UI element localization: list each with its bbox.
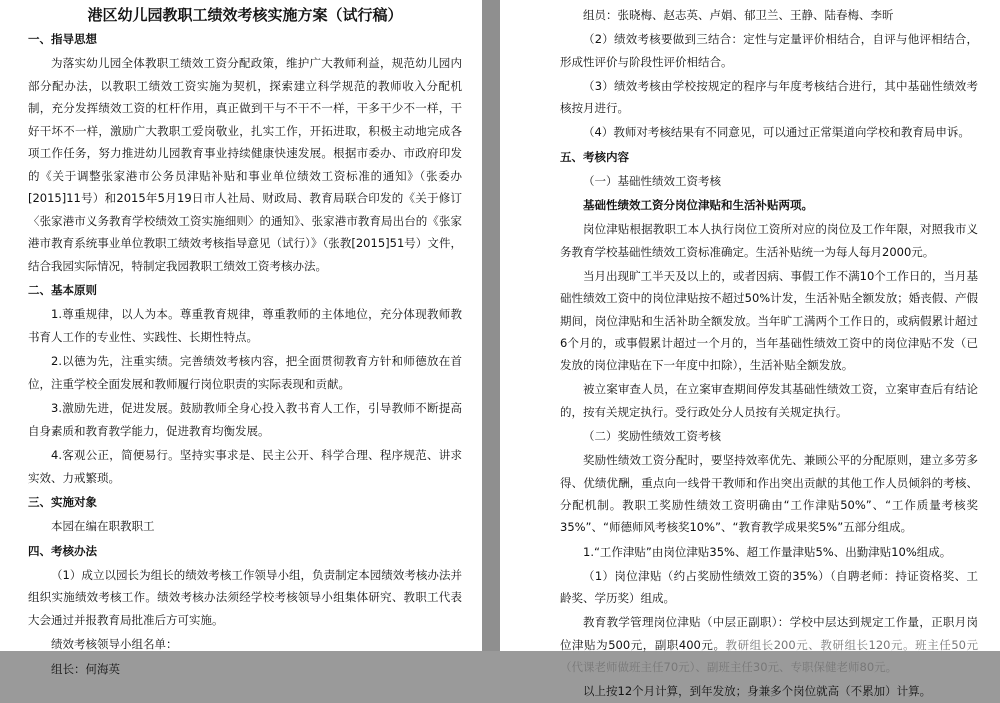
paragraph: 当月出现旷工半天及以上的，或者因病、事假工作不满10个工作日的，当月基础性绩效工资中的岗位津贴按不超过50%计发，生活补贴全额发放；婚丧假、产假期间，岗位津贴和生活补助全额发放。当年旷工满两个工作日的，或病假累计超过6个月的，或事假累计超过一个月的，当年基础性绩效工资中的岗位津贴不发（已发放的岗位津贴在下一年度中扣除），生活补贴全额发放。 [560, 268, 978, 373]
paragraph: 被立案审查人员，在立案审查期间停发其基础性绩效工资，立案审查后有结论的，按有关规定执行。受行政处分人员按有关规定执行。 [560, 382, 978, 419]
paragraph: （4）教师对考核结果有不同意见，可以通过正常渠道向学校和教育局申诉。 [583, 125, 970, 140]
paragraph-part-faded: 教研组长200元、教研组长120元。班主任50元（代课老师做班主任70元）、副班主任30元、专职保健老师80元。 [560, 637, 979, 675]
subsection-heading-basic-pay: （一）基础性绩效工资考核 [583, 173, 721, 188]
paragraph: 以上按12个月计算，到年发放；身兼多个岗位就高（不累加）计算。 [583, 684, 932, 699]
section-heading-target: 三、实施对象 [28, 495, 97, 509]
paragraph: 1.尊重规律，以人为本。尊重教育规律，尊重教师的主体地位，充分体现教师教书育人工作的专业性、实践性、长期性特点。 [28, 307, 462, 344]
section-heading-basic-principles: 二、基本原则 [28, 283, 97, 297]
paragraph: 奖励性绩效工资分配时，要坚持效率优先、兼顾公平的分配原则，建立多劳多得、优绩优酬，重点向一线骨干教师和作出突出贡献的其他工作人员倾斜的考核、分配机制。教职工奖励性绩效工资明确由“工作津贴50%”、“工作质量考核奖35%”、“师德师风考核奖10%”、“教育教学成果奖5%”五部分组成。 [560, 453, 978, 535]
paragraph: 本园在编在职教职工 [51, 519, 155, 533]
paragraph: 为落实幼儿园全体教职工绩效工资分配政策，维护广大教师利益，规范幼儿园内部分配办法，以教职工绩效工资实施为契机，探索建立科学规范的教师收入分配机制，充分发挥绩效工资的杠杆作用，真正做到干与不干不一样，干多干少不一样，干好干坏不一样，激励广大教职工爱岗敬业，扎实工作，开拓进取，积极主动地完成各项工作任务，努力推进幼儿园教育事业持续健康快速发展。根据市委办、市政府印发的《关于调整张家港市公务员津贴补贴和事业单位绩效工资标准的通知》（张委办[2015]11号）和2015年5月19日市人社局、财政局、教育局联合印发的《关于修订〈张家港市义务教育学校绩效工资实施细则〉的通知》、张家港市教育局出台的《张家港市教育系统事业单位教职工绩效考核指导意见（试行）》（张教[2015]51号）文件，结合我园实际情况，特制定我园教职工绩效工资考核办法。 [28, 56, 462, 273]
paragraph: 基础性绩效工资分岗位津贴和生活补贴两项。 [583, 198, 813, 213]
paragraph: 绩效考核领导小组名单： [51, 637, 178, 651]
section-heading-guiding-ideology: 一、指导思想 [28, 32, 97, 46]
paragraph: （1）成立以园长为组长的绩效考核工作领导小组，负责制定本园绩效考核办法并组织实施绩效考核工作。绩效考核办法须经学校考核领导小组集体研究、教职工代表大会通过并报教育局批准后方可实施。 [28, 567, 462, 627]
document-page-right [500, 0, 1000, 699]
section-heading-methods: 四、考核办法 [28, 543, 97, 558]
subsection-heading-incentive-pay: （二）奖励性绩效工资考核 [583, 429, 721, 444]
paragraph-part: 教育教学管理岗位津贴（中层正副职）：学校中层达到规定工作量，正职月岗位津贴为500元，副职400元。 [560, 615, 978, 652]
page-gap [482, 0, 500, 651]
paragraph: 岗位津贴根据教职工本人执行岗位工资所对应的岗位及工作年限，对照我市义务教育学校基础性绩效工资标准确定。生活补贴统一为每人每月2000元。 [560, 222, 978, 259]
paragraph [560, 611, 978, 678]
paragraph: （3）绩效考核由学校按规定的程序与年度考核结合进行，其中基础性绩效考核按月进行。 [560, 78, 978, 116]
paragraph: （2）绩效考核要做到三结合：定性与定量评价相结合，自评与他评相结合，形成性评价与阶段性评价相结合。 [560, 32, 978, 69]
paragraph: 组长：何海英 [51, 661, 120, 676]
paragraph: 1.“工作津贴”由岗位津贴35%、超工作量津贴5%、出勤津贴10%组成。 [583, 544, 952, 559]
section-heading-content: 五、考核内容 [560, 149, 629, 164]
paragraph: （1）岗位津贴（约占奖励性绩效工资的35%）（自聘老师：持证资格奖、工龄奖、学历奖）组成。 [560, 568, 978, 606]
document-title: 港区幼儿园教职工绩效考核实施方案（试行稿） [87, 6, 403, 24]
paragraph: 3.激励先进，促进发展。鼓励教师全身心投入教书育人工作，引导教师不断提高自身素质和教育教学能力，促进教育均衡发展。 [28, 401, 462, 438]
paragraph: 4.客观公正，简便易行。坚持实事求是、民主公开、科学合理、程序规范、讲求实效、力戒繁琐。 [28, 448, 462, 485]
paragraph: 2.以德为先，注重实绩。完善绩效考核内容，把全面贯彻教育方针和师德放在首位，注重学校全面发展和教师履行岗位职责的实际表现和贡献。 [28, 354, 462, 391]
document-page-left [0, 0, 482, 676]
paragraph: 组员：张晓梅、赵志英、卢娟、郁卫兰、王静、陆春梅、李昕 [583, 8, 894, 22]
